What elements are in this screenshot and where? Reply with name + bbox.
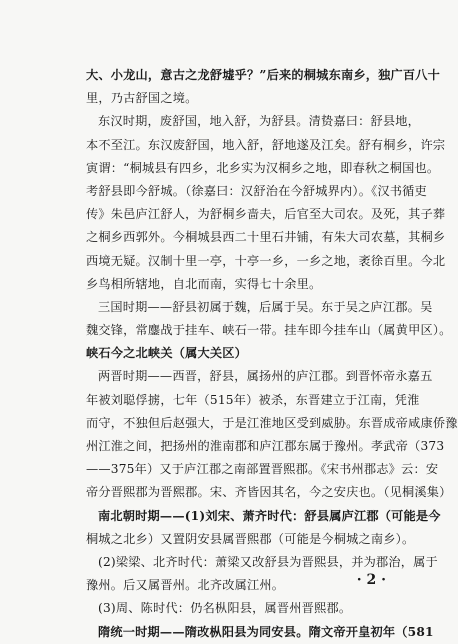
text-line-14: 两晋时期——西晋，舒县，属扬州的庐江郡。到晋怀帝永嘉五 <box>98 369 433 384</box>
text-line-4: 本不至江。东汉废舒国，地入舒，舒地遂及江矣。舒有桐乡，许宗 <box>86 137 446 152</box>
page-number: · 2 · <box>356 572 386 588</box>
text-line-19: 帝分晋熙郡为晋熙郡。宋、齐皆因其名，今之安庆也。（见桐溪集） <box>86 485 452 500</box>
text-line-9: 西境无疑。汉制十里一亭，十亭一乡，一乡之地，袤徐百里。今北 <box>86 253 446 268</box>
text-line-2: 里，乃古舒国之境。 <box>86 91 198 106</box>
text-line-21: 桐城之北乡）又置阴安县属晋熙郡（可能是今桐城之南乡）。 <box>86 531 415 546</box>
text-line-11: 三国时期——舒县初属于魏，后属于吴。东于吴之庐江郡。吴 <box>98 299 433 314</box>
text-line-12: 魏交锋，常鏖战于挂车、峡石一带。挂车即今挂车山（属黄甲区）。 <box>86 323 452 338</box>
text-line-25: 隋统一时期——隋改枞阳县为同安县。隋文帝开皇初年（581 <box>98 624 434 639</box>
text-line-18: ——375年）又于庐江郡之南部置晋熙郡。《宋书州郡志》云：安 <box>86 462 439 477</box>
text-line-7: 传》朱邑庐江舒人，为舒桐乡啬夫，后官至大司农。及死，其子葬 <box>86 207 446 222</box>
text-line-1: 大、小龙山，意古之龙舒墟乎？”后来的桐城东南乡，独广百八十 <box>86 68 441 82</box>
text-line-20: 南北朝时期——(1)刘宋、萧齐时代：舒县属庐江郡（可能是今 <box>98 508 441 523</box>
text-line-24: (3)周、陈时代：仍名枞阳县，属晋州晋熙郡。 <box>98 601 352 616</box>
text-line-13: 峡石今之北峡关（属大关区） <box>86 346 248 361</box>
text-line-6: 考舒县即今舒城。（徐嘉曰：汉舒治在今舒城界内）。《汉书循吏 <box>86 183 427 198</box>
text-line-17: 州江淮之间，把扬州的淮南郡和庐江郡东属于豫州。孝武帝（373 <box>86 439 445 453</box>
text-line-23: 豫州。后又属晋州。北齐改属江州。 <box>86 578 285 593</box>
text-line-16: 而守，不独但后赵强大，于是江淮地区受到威胁。东晋成帝咸康侨豫 <box>86 415 458 430</box>
text-line-22: (2)梁梁、北齐时代：萧梁又改舒县为晋熙县，并为郡治，属于 <box>98 554 438 569</box>
text-line-5: 寅谓：“桐城县有四乡，北乡实为汉桐乡之地，即春秋之桐国也。 <box>86 160 440 175</box>
text-line-10: 乡鸟相所辖地，自北而南，实得七十余里。 <box>86 276 322 291</box>
text-line-3: 东汉时期，废舒国，地入舒，为舒县。清贽嘉曰：舒县地， <box>98 114 421 129</box>
text-line-15: 年被刘聪俘掳，七年（515年）被杀，东晋建立于江南，凭淮 <box>86 392 420 407</box>
text-line-8: 之桐乡西郭外。今桐城县西二十里石井铺，有朱大司农墓，其桐乡 <box>86 230 446 245</box>
